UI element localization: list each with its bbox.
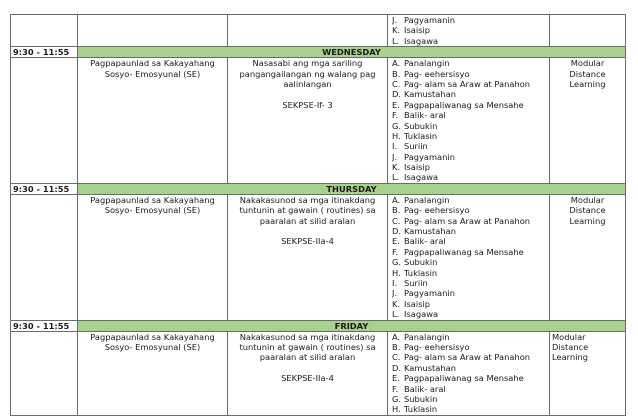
activity-item: C. Pag- alam sa Araw at Panahon: [392, 352, 531, 363]
day-content-row: [11, 194, 626, 320]
activity-item: L. Isagawa: [392, 309, 439, 320]
competency-line: Nakakasunod sa mga itinakdang: [239, 194, 376, 205]
activity-item: C. Pag- alam sa Araw at Panahon: [392, 215, 531, 226]
competency-line: Nasasabi ang mga sariling: [252, 58, 363, 69]
day-header-row: [11, 183, 626, 194]
activity-item: G. Subukin: [392, 120, 438, 131]
activity-item: B. Pag- eehersisyo: [392, 205, 470, 216]
activity-item: H. Tuklasin: [392, 130, 438, 141]
mode-cell-empty: [550, 15, 626, 47]
time-cell-empty: [11, 194, 78, 320]
day-name: FRIDAY: [78, 320, 626, 331]
day-content-row: [11, 58, 626, 184]
day-name: WEDNESDAY: [78, 47, 626, 58]
competency-code: SEKPSE-If- 3: [282, 99, 333, 110]
time-cell-empty: [11, 331, 78, 415]
activity-item: D. Kamustahan: [392, 362, 456, 373]
weekly-plan-table: [10, 14, 626, 416]
delivery-mode-line: Distance: [552, 341, 589, 352]
activity-item: G. Subukin: [392, 393, 438, 404]
delivery-mode-line: Modular: [570, 58, 605, 69]
activity-item: B. Pag- eehersisyo: [392, 68, 470, 79]
activity-item: H. Tuklasin: [392, 404, 438, 415]
delivery-mode-cell: [550, 58, 626, 184]
competency-code: SEKPSE-IIa-4: [281, 373, 334, 384]
day-header-row: [11, 47, 626, 58]
delivery-mode-cell: [550, 331, 626, 415]
activity-item: B. Pag- eehersisyo: [392, 341, 470, 352]
activity-item: J. Pagyamanin: [392, 288, 455, 299]
learning-area-line: Sosyo- Emosyunal (SE): [104, 68, 201, 79]
competency-line: pangangailangan ng walang pag: [239, 68, 376, 79]
activity-item: A. Panalangin: [392, 194, 450, 205]
day-content-row: [11, 331, 626, 415]
delivery-mode-line: Distance: [569, 205, 606, 216]
activity-item: C. Pag- alam sa Araw at Panahon: [392, 78, 531, 89]
learning-area-line: Pagpapaunlad sa Kakayahang: [90, 331, 215, 342]
activity-item: D. Kamustahan: [392, 226, 456, 237]
activity-item: D. Kamustahan: [392, 89, 456, 100]
time-slot: 9:30 - 11:55: [11, 320, 78, 331]
activity-item: E. Pagpapaliwanag sa Mensahe: [392, 373, 524, 384]
competency-line: aalinlangan: [283, 78, 332, 89]
delivery-mode-cell: [550, 194, 626, 320]
learning-area-line: Pagpapaunlad sa Kakayahang: [90, 194, 215, 205]
activity-item: F. Balik- aral: [392, 110, 446, 121]
competency-line: tuntunin at gawain ( routines) sa: [239, 205, 376, 216]
activity-item: A. Panalangin: [392, 331, 450, 342]
delivery-mode-line: Modular: [570, 194, 605, 205]
day-header-row: [11, 320, 626, 331]
activity-item: I. Suriin: [392, 277, 428, 288]
learning-area-cell: [78, 331, 228, 415]
learning-area-cell: [78, 194, 228, 320]
activity-item: J. Pagyamanin: [392, 151, 455, 162]
activity-item: I. Suriin: [392, 141, 428, 152]
time-cell-empty: [11, 58, 78, 184]
activity-list: [390, 58, 547, 183]
activity-item: K. Isaisip: [392, 162, 431, 173]
activity-item: E. Balik- aral: [392, 236, 446, 247]
activity-item: L. Isagawa: [392, 35, 439, 46]
activity-item: J. Pagyamanin: [392, 15, 455, 25]
learning-area-line: Pagpapaunlad sa Kakayahang: [90, 58, 215, 69]
competency-code: SEKPSE-IIa-4: [281, 236, 334, 247]
activity-item: L. Isagawa: [392, 172, 439, 183]
activity-item: F. Pagpapaliwanag sa Mensahe: [392, 246, 524, 257]
competency-cell: [228, 331, 388, 415]
competency-line: tuntunin at gawain ( routines) sa: [239, 341, 376, 352]
competency-line: Nakakasunod sa mga itinakdang: [239, 331, 376, 342]
learning-area-line: Sosyo- Emosyunal (SE): [104, 341, 201, 352]
continuation-row: [11, 15, 626, 47]
activity-item: F. Balik- aral: [392, 383, 446, 394]
activity-list: [390, 195, 547, 320]
activity-item: K. Isaisip: [392, 25, 431, 36]
activities-cell: [388, 58, 550, 184]
time-slot: 9:30 - 11:55: [11, 47, 78, 58]
area-cell-empty: [78, 15, 228, 47]
activity-list: [390, 15, 547, 46]
delivery-mode-line: Learning: [569, 215, 606, 226]
activities-cell: [388, 15, 550, 47]
activity-item: A. Panalangin: [392, 58, 450, 69]
time-cell-empty: [11, 15, 78, 47]
delivery-mode-line: Modular: [552, 331, 586, 342]
time-slot: 9:30 - 11:55: [11, 183, 78, 194]
activity-item: E. Pagpapaliwanag sa Mensahe: [392, 99, 524, 110]
activities-cell: [388, 194, 550, 320]
delivery-mode-line: Learning: [569, 78, 606, 89]
competency-cell: [228, 58, 388, 184]
day-name: THURSDAY: [78, 183, 626, 194]
delivery-mode-line: Learning: [552, 352, 589, 363]
competency-cell: [228, 194, 388, 320]
activities-cell: [388, 331, 550, 415]
competency-line: paaralan at silid aralan: [259, 215, 356, 226]
competency-line: paaralan at silid aralan: [259, 352, 356, 363]
activity-item: H. Tuklasin: [392, 267, 438, 278]
activity-item: G. Subukin: [392, 257, 438, 268]
delivery-mode-line: Distance: [569, 68, 606, 79]
learning-area-line: Sosyo- Emosyunal (SE): [104, 205, 201, 216]
activity-item: K. Isaisip: [392, 298, 431, 309]
learning-area-cell: [78, 58, 228, 184]
competency-cell-empty: [228, 15, 388, 47]
activity-list: [390, 332, 547, 415]
